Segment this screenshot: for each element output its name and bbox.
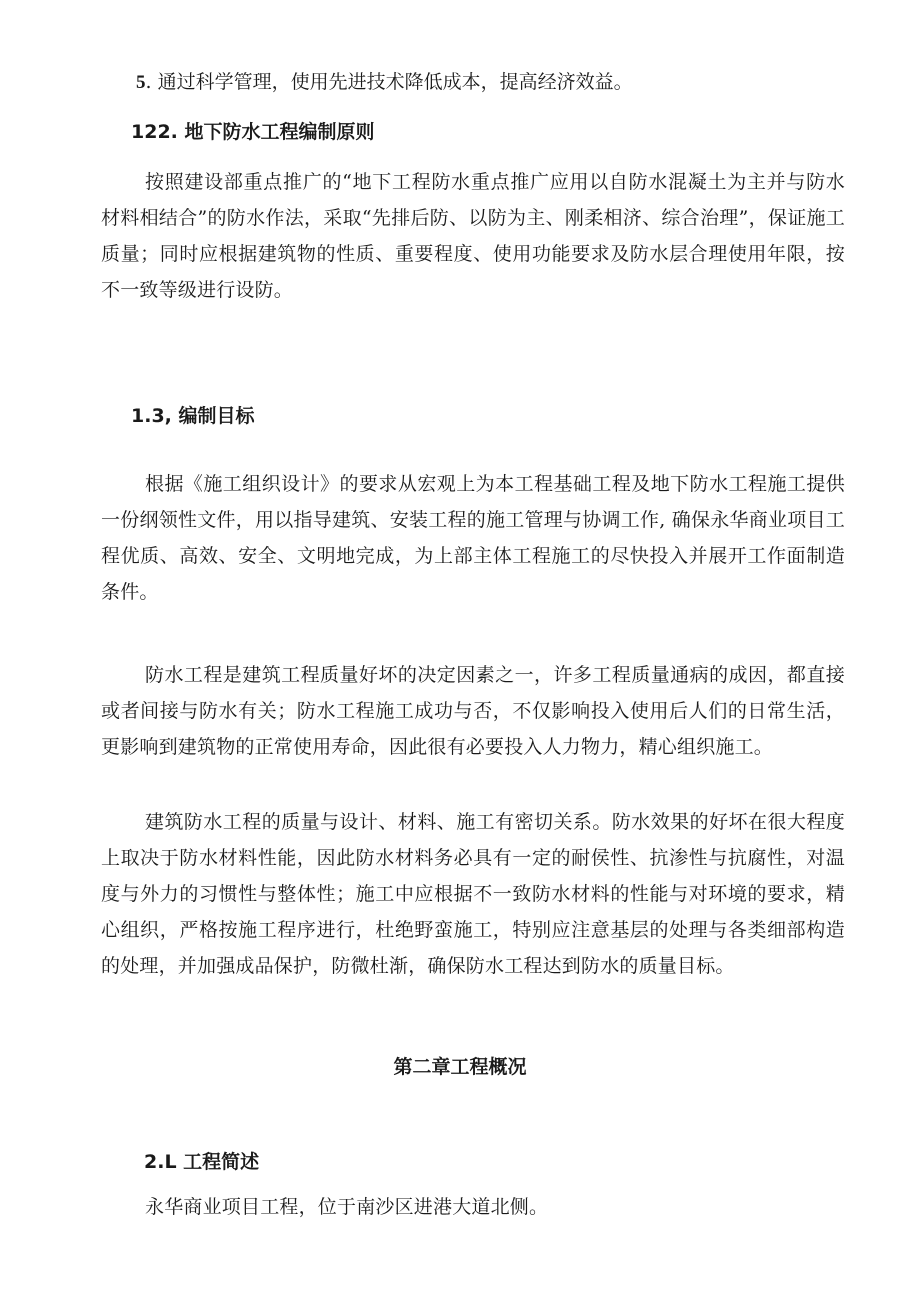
section-1-2-paragraph: 按照建设部重点推广的“地下工程防水重点推广应用以自防水混凝土为主并与防水材料相结合”的防水作法，采取“先排后防、以防为主、刚柔相济、综合治理”，保证施工质量；同时应根据建筑物的性质、重要程度、使用功能要求及防水层合理使用年限，按不一致等级进行设防。 — [101, 171, 845, 301]
section-1-3-paragraph-3: 建筑防水工程的质量与设计、材料、施工有密切关系。防水效果的好坏在很大程度上取决于防水材料性能，因此防水材料务必具有一定的耐侯性、抗渗性与抗腐性，对温度与外力的习惯性与整体性；施工中应根据不一致防水材料的性能与对环境的要求，精心组织，严格按施工程序进行，杜绝野蛮施工，特别应注意基层的处理与各类细部构造的处理，并加强成品保护，防微杜渐，确保防水工程达到防水的质量目标。 — [101, 811, 845, 977]
chapter-title: 第二章工程概况 — [393, 1056, 527, 1078]
list-item-5 — [136, 64, 845, 101]
section-1-3-paragraph-1: 根据《施工组织设计》的要求从宏观上为本工程基础工程及地下防水工程施工提供一份纲领性文件，用以指导建筑、安装工程的施工管理与协调工作, 确保永华商业项目工程优质、高效、安全、文明地完成，为上部主体工程施工的尽快投入并展开工作面制造条件。 — [101, 473, 845, 603]
section-heading-2-1: 2.L 工程简述 — [144, 1151, 260, 1173]
list-item-number: 5 — [136, 72, 146, 93]
section-heading-1-2: 122. 地下防水工程编制原则 — [131, 121, 375, 143]
section-heading-1-3: 1.3, 编制目标 — [131, 405, 255, 427]
section-1-3-paragraph-2: 防水工程是建筑工程质量好坏的决定因素之一，许多工程质量通病的成因，都直接或者间接与防水有关；防水工程施工成功与否，不仅影响投入使用后人们的日常生活，更影响到建筑物的正常使用寿命，因此很有必要投入人力物力，精心组织施工。 — [101, 664, 845, 758]
section-2-1-paragraph: 永华商业项目工程，位于南沙区进港大道北侧。 — [145, 1196, 549, 1218]
list-item-text: . 通过科学管理，使用先进技术降低成本，提高经济效益。 — [145, 71, 633, 93]
